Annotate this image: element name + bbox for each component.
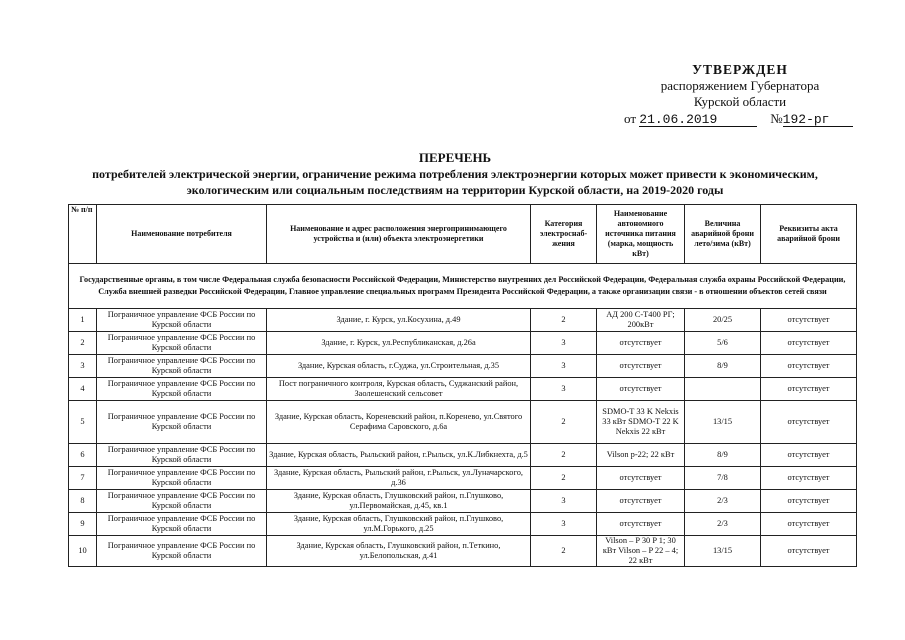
col-header-category: Категория электроснаб-жения	[531, 205, 597, 264]
cell-address: Здание, Курская область, Глушковский район, п.Теткино, ул.Белопольская, д.41	[267, 536, 531, 567]
cell-address: Здание, Курская область, Рыльский район, г.Рыльск, ул.К.Либкнехта, д.5	[267, 444, 531, 467]
cell-act-details: отсутствует	[761, 536, 857, 567]
cell-backup-source: отсутствует	[597, 378, 685, 401]
cell-reserve: 13/15	[685, 536, 761, 567]
table-row	[69, 378, 857, 401]
col-header-backup-source: Наименование автономного источника питания (марка, мощность кВт)	[597, 205, 685, 264]
cell-backup-source: отсутствует	[597, 490, 685, 513]
col-header-consumer: Наименование потребителя	[97, 205, 267, 264]
cell-act-details: отсутствует	[761, 513, 857, 536]
cell-reserve: 5/6	[685, 332, 761, 355]
cell-consumer: Пограничное управление ФСБ России по Курской области	[97, 536, 267, 567]
cell-address: Здание, Курская область, Глушковский район, п.Глушково, ул.М.Горького, д.25	[267, 513, 531, 536]
table-row	[69, 332, 857, 355]
cell-address: Здание, Курская область, Кореневский район, п.Коренево, ул.Святого Серафима Саровского, д.6а	[267, 401, 531, 444]
approval-number: 192-рг	[783, 113, 853, 127]
cell-num: 2	[69, 332, 97, 355]
cell-act-details: отсутствует	[761, 444, 857, 467]
title-line-1: потребителей электрической энергии, ограничение режима потребления электроэнергии которых может привести к экономическим,	[92, 167, 818, 181]
approval-date-line	[620, 111, 860, 127]
cell-backup-source: отсутствует	[597, 355, 685, 378]
cell-act-details: отсутствует	[761, 378, 857, 401]
cell-address: Здание, Курская область, Глушковский район, п.Глушково, ул.Первомайская, д.45, кв.1	[267, 490, 531, 513]
table-row	[69, 513, 857, 536]
cell-address: Пост пограничного контроля, Курская область, Суджанский район, Заолешенский сельсовет	[267, 378, 531, 401]
date-prefix: от	[624, 111, 637, 126]
cell-address: Здание, г. Курск, ул.Республиканская, д.26а	[267, 332, 531, 355]
cell-backup-source: SDMO-T 33 K Nekxis 33 кВт SDMO-T 22 K Nekxis 22 кВт	[597, 401, 685, 444]
cell-reserve: 2/3	[685, 490, 761, 513]
cell-category: 2	[531, 467, 597, 490]
table-row	[69, 467, 857, 490]
cell-backup-source: Vilson – P 30 P 1; 30 кВт Vilson – P 22 – 4; 22 кВт	[597, 536, 685, 567]
cell-act-details: отсутствует	[761, 490, 857, 513]
table-row	[69, 536, 857, 567]
col-header-act-details: Реквизиты акта аварийной брони	[761, 205, 857, 264]
cell-reserve: 20/25	[685, 309, 761, 332]
cell-num: 6	[69, 444, 97, 467]
cell-num: 4	[69, 378, 97, 401]
cell-category: 3	[531, 355, 597, 378]
cell-num: 3	[69, 355, 97, 378]
cell-num: 1	[69, 309, 97, 332]
cell-act-details: отсутствует	[761, 467, 857, 490]
consumers-table	[68, 204, 857, 567]
col-header-address: Наименование и адрес расположения энергопринимающего устройства и (или) объекта электроэнергетики	[267, 205, 531, 264]
title-heading: ПЕРЕЧЕНЬ	[418, 150, 492, 165]
cell-address: Здание, г. Курск, ул.Косухина, д.49	[267, 309, 531, 332]
cell-reserve: 7/8	[685, 467, 761, 490]
cell-act-details: отсутствует	[761, 309, 857, 332]
cell-reserve: 2/3	[685, 513, 761, 536]
approved-label: УТВЕРЖДЕН	[692, 62, 788, 77]
cell-reserve: 13/15	[685, 401, 761, 444]
cell-address: Здание, Курская область, г.Суджа, ул.Строительная, д.35	[267, 355, 531, 378]
table-row	[69, 355, 857, 378]
cell-act-details: отсутствует	[761, 401, 857, 444]
document-title	[40, 150, 870, 198]
cell-category: 3	[531, 332, 597, 355]
cell-consumer: Пограничное управление ФСБ России по Курской области	[97, 444, 267, 467]
cell-act-details: отсутствует	[761, 332, 857, 355]
cell-consumer: Пограничное управление ФСБ России по Курской области	[97, 490, 267, 513]
cell-consumer: Пограничное управление ФСБ России по Курской области	[97, 467, 267, 490]
table-row	[69, 444, 857, 467]
cell-consumer: Пограничное управление ФСБ России по Курской области	[97, 378, 267, 401]
col-header-num: № п/п	[69, 205, 97, 264]
col-header-reserve: Величина аварийной брони лето/зима (кВт)	[685, 205, 761, 264]
approval-date: 21.06.2019	[639, 113, 757, 127]
table-row	[69, 490, 857, 513]
group-label: Государственные органы, в том числе Федеральная служба безопасности Российской Федерации, Министерство внутренних дел Российской Федерации, Федеральная служба охраны Российской Федерации, Служба внешней разведки Российской Федерации, Главное управление специальных программ Президента Российской Федерации, а также организации связи - в отношении объектов сетей связи	[69, 264, 857, 309]
approved-region-line: Курской области	[693, 94, 787, 109]
cell-category: 3	[531, 513, 597, 536]
cell-category: 3	[531, 378, 597, 401]
cell-consumer: Пограничное управление ФСБ России по Курской области	[97, 401, 267, 444]
table-header-row	[69, 205, 857, 264]
cell-backup-source: отсутствует	[597, 513, 685, 536]
cell-num: 8	[69, 490, 97, 513]
cell-act-details: отсутствует	[761, 355, 857, 378]
cell-category: 2	[531, 536, 597, 567]
cell-backup-source: отсутствует	[597, 332, 685, 355]
approved-by-line: распоряжением Губернатора	[660, 78, 820, 93]
cell-num: 7	[69, 467, 97, 490]
title-line-2: экологическим или социальным последствиям на территории Курской области, на 2019-2020 годы	[186, 183, 724, 197]
approval-stamp	[620, 62, 860, 127]
cell-consumer: Пограничное управление ФСБ России по Курской области	[97, 332, 267, 355]
cell-category: 2	[531, 401, 597, 444]
cell-consumer: Пограничное управление ФСБ России по Курской области	[97, 513, 267, 536]
cell-category: 2	[531, 444, 597, 467]
cell-num: 5	[69, 401, 97, 444]
cell-backup-source: отсутствует	[597, 467, 685, 490]
cell-consumer: Пограничное управление ФСБ России по Курской области	[97, 309, 267, 332]
number-prefix: №	[770, 111, 783, 126]
group-row	[69, 264, 857, 309]
cell-backup-source: Vilson p-22; 22 кВт	[597, 444, 685, 467]
cell-reserve	[685, 378, 761, 401]
cell-reserve: 8/9	[685, 444, 761, 467]
cell-category: 2	[531, 309, 597, 332]
table-row	[69, 309, 857, 332]
cell-num: 9	[69, 513, 97, 536]
cell-address: Здание, Курская область, Рыльский район, г.Рыльск, ул.Луначарского, д.36	[267, 467, 531, 490]
cell-consumer: Пограничное управление ФСБ России по Курской области	[97, 355, 267, 378]
cell-backup-source: АД 200 С-Т400 РГ; 200кВт	[597, 309, 685, 332]
table-row	[69, 401, 857, 444]
cell-category: 3	[531, 490, 597, 513]
cell-reserve: 8/9	[685, 355, 761, 378]
cell-num: 10	[69, 536, 97, 567]
